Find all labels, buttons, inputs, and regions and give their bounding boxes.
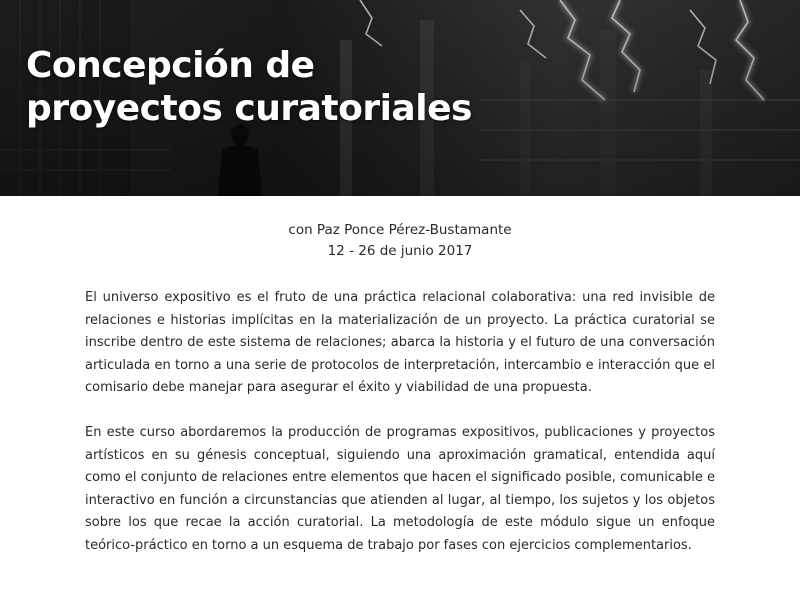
- hero-banner: [0, 0, 800, 196]
- description-paragraph-2: En este curso abordaremos la producción de programas expositivos, publicaciones y proyectos artísticos en su génesis conceptual, siguiendo una aproximación gramatical, entendida aquí como el conjunto de relaciones entre elementos que hacen el significado posible, comunicable e interactivo en función a circunstancias que atienden al lugar, al tiempo, los sujetos y los objetos sobre los que recae la acción curatorial. La metodología de este módulo sigue un enfoque teórico-práctico en torno a un esquema de trabajo por fases con ejercicios complementarios.: [85, 424, 715, 553]
- page-title-line-1: Concepción de: [26, 45, 315, 86]
- description-paragraph-1: El universo expositivo es el fruto de una práctica relacional colaborativa: una red invisible de relaciones e historias implícitas en la materialización de un proyecto. La práctica curatorial se inscribe dentro de este sistema de relaciones; abarca la historia y el futuro de una conversación articulada en torno a una serie de protocolos de interpretación, intercambio e interacción que el comisario debe manejar para asegurar el éxito y viabilidad de una propuesta.: [85, 290, 715, 396]
- course-dates: 12 - 26 de junio 2017: [327, 243, 473, 259]
- course-byline: [0, 220, 800, 262]
- main-content: [0, 196, 800, 600]
- instructor-name: con Paz Ponce Pérez-Bustamante: [288, 222, 512, 238]
- page-title: [26, 44, 546, 130]
- page-title-line-2: proyectos curatoriales: [26, 88, 472, 129]
- course-description: [85, 287, 715, 580]
